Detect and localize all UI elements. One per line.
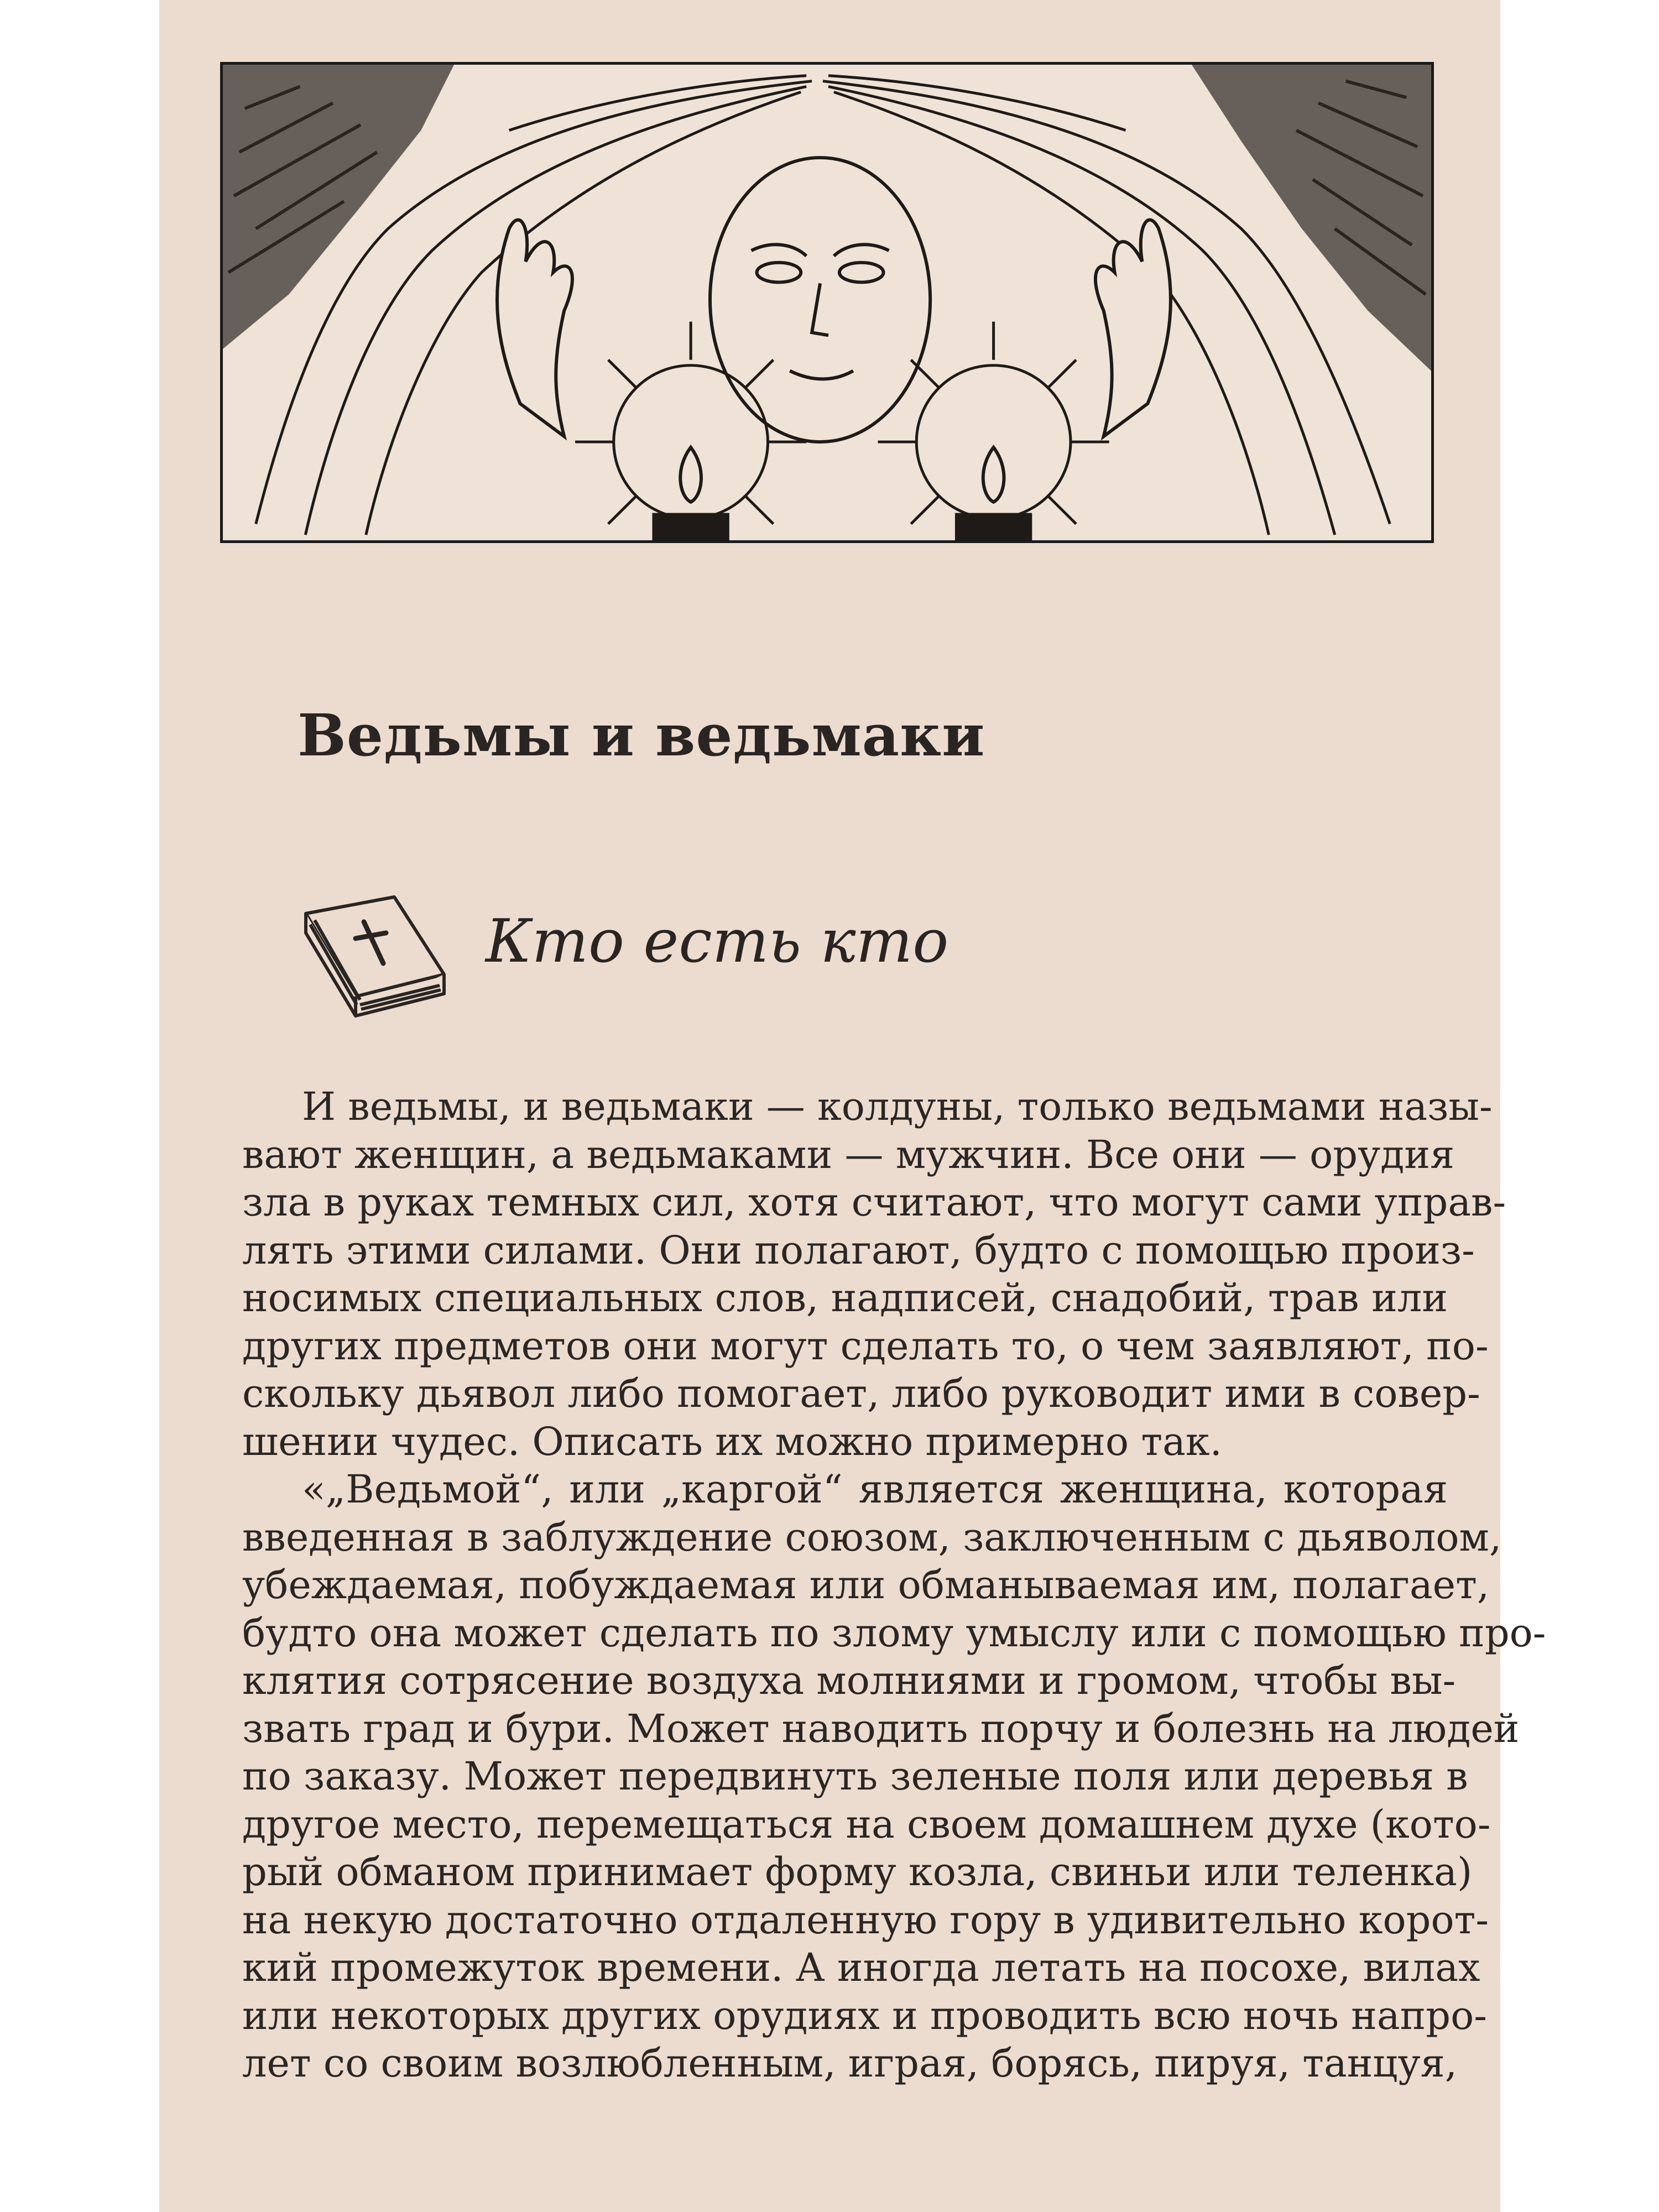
text-line: лет со своим возлюбленным, играя, борясь, пируя, танцуя,: [242, 2041, 1458, 2086]
text-line: скольку дьявол либо помогает, либо руководит ими в совер-: [242, 1371, 1480, 1416]
text-line: по заказу. Может передвинуть зеленые поля или деревья в: [242, 1754, 1468, 1799]
body-text: [242, 1083, 1546, 2088]
text-line: носимых специальных слов, надписей, снадобий, трав или: [242, 1275, 1448, 1321]
text-line: введенная в заблуждение союзом, заключенным с дьяволом,: [242, 1514, 1502, 1560]
text-line: на некую достаточно отдаленную гору в удивительно корот-: [242, 1897, 1489, 1943]
text-line: И ведьмы, и ведьмаки — колдуны, только ведьмами назы-: [302, 1084, 1493, 1129]
text-line: другое место, перемещаться на своем домашнем духе (кото-: [242, 1801, 1491, 1847]
text-line: «„Ведьмой“, или „каргой“ является женщина, которая: [302, 1467, 1448, 1512]
text-line: убеждаемая, побуждаемая или обманываемая им, полагает,: [242, 1562, 1490, 1608]
chapter-title: Ведьмы и ведьмаки: [298, 701, 985, 769]
book-with-cross-icon: [295, 891, 452, 1030]
section-title: Кто есть кто: [486, 907, 949, 976]
text-line: или некоторых других орудиях и проводить всю ночь напро-: [242, 1992, 1487, 2038]
witch-with-candles-illustration: [220, 62, 1434, 543]
text-line: кий промежуток времени. А иногда летать на посохе, вилах: [242, 1945, 1480, 1990]
text-line: шении чудес. Описать их можно примерно так.: [242, 1418, 1222, 1464]
text-line: вают женщин, а ведьмаками — мужчин. Все они — орудия: [242, 1131, 1455, 1177]
text-line: звать град и бури. Может наводить порчу и болезнь на людей: [242, 1705, 1520, 1751]
text-line: рый обманом принимает форму козла, свиньи или теленка): [242, 1849, 1473, 1895]
text-line: клятия сотрясение воздуха молниями и громом, чтобы вы-: [242, 1658, 1456, 1703]
text-line: будто она может сделать по злому умыслу или с помощью про-: [242, 1610, 1546, 1656]
book-page: [159, 0, 1546, 2212]
paragraph: [242, 1465, 1546, 2088]
paragraph: [242, 1083, 1506, 1465]
text-line: зла в руках темных сил, хотя считают, что могут сами управ-: [242, 1180, 1506, 1225]
text-line: других предметов они могут сделать то, о чем заявляют, по-: [242, 1323, 1489, 1369]
text-line: лять этими силами. Они полагают, будто с помощью произ-: [242, 1227, 1475, 1273]
